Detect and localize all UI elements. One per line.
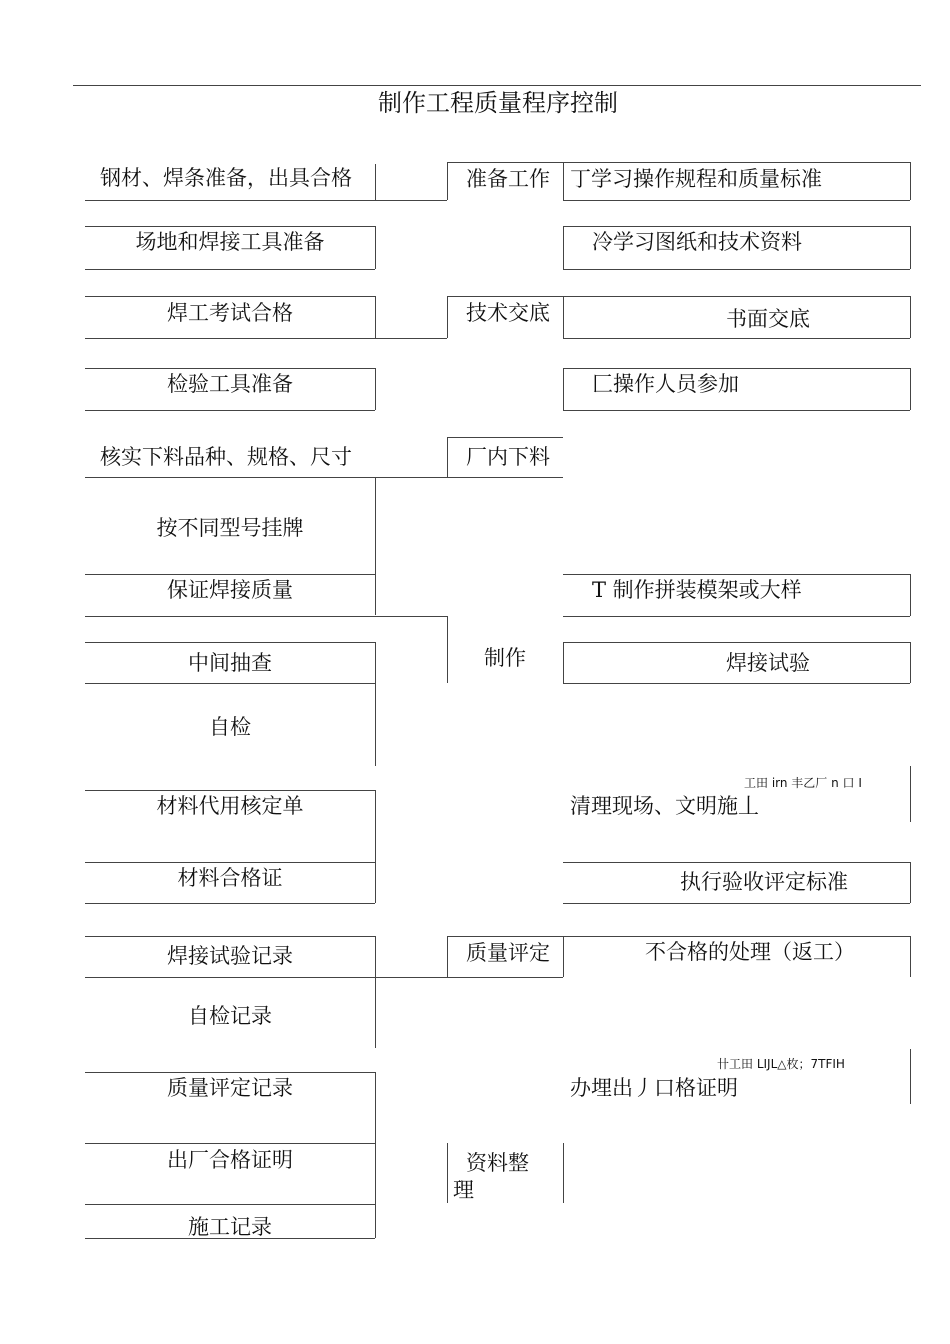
left-box-quality-eval-record: 质量评定记录 bbox=[167, 1076, 293, 1100]
divider bbox=[85, 1143, 375, 1144]
top-rule bbox=[73, 85, 921, 86]
divider bbox=[563, 368, 910, 369]
divider bbox=[375, 642, 376, 766]
divider bbox=[563, 296, 564, 338]
divider bbox=[563, 200, 910, 201]
divider bbox=[563, 903, 910, 904]
divider bbox=[563, 616, 910, 617]
divider bbox=[375, 1072, 376, 1238]
left-box-verify-cutting bbox=[100, 444, 370, 477]
left-box-weld-test-record: 焊接试验记录 bbox=[167, 944, 293, 968]
right-box-factory-cert: 办埋出丿口格证明 bbox=[570, 1076, 738, 1100]
divider bbox=[85, 410, 375, 411]
divider bbox=[563, 410, 910, 411]
divider bbox=[85, 790, 375, 791]
divider bbox=[85, 226, 375, 227]
divider bbox=[85, 903, 375, 904]
divider bbox=[85, 269, 375, 270]
divider bbox=[563, 862, 910, 863]
page-title: 制作工程质量程序控制 bbox=[378, 89, 618, 117]
stage-fabrication: 制作 bbox=[484, 646, 526, 670]
divider bbox=[563, 1143, 564, 1203]
divider bbox=[910, 226, 911, 269]
divider bbox=[85, 368, 375, 369]
divider bbox=[910, 766, 911, 822]
divider bbox=[85, 1072, 375, 1073]
divider bbox=[375, 477, 376, 615]
right-box-study-drawings: 冷学习图纸和技术资料 bbox=[592, 230, 802, 254]
right-box-nonconformance: 不合格的处理（返工） bbox=[645, 940, 855, 964]
divider bbox=[375, 226, 376, 269]
left-box-self-check: 自检 bbox=[209, 715, 251, 739]
divider bbox=[563, 226, 564, 269]
divider bbox=[85, 642, 375, 643]
divider bbox=[447, 296, 910, 297]
left-box-tagging: 按不同型号挂牌 bbox=[156, 516, 304, 540]
divider bbox=[910, 162, 911, 200]
right-box-acceptance-standard: 执行验收评定标准 bbox=[680, 870, 848, 894]
divider bbox=[563, 269, 910, 270]
right-note-upper: 工田 irn 丰乙厂 n 口 I bbox=[744, 776, 862, 790]
right-box-assembly-jig: T 制作拼装模架或大样 bbox=[592, 578, 802, 602]
divider bbox=[447, 936, 910, 937]
divider bbox=[85, 338, 447, 339]
divider bbox=[563, 226, 910, 227]
divider bbox=[85, 977, 563, 978]
right-box-operators-attend: 匚操作人员参加 bbox=[592, 372, 739, 396]
divider bbox=[447, 1143, 448, 1203]
left-box-welder-exam: 焊工考试合格 bbox=[167, 301, 293, 325]
left-box-self-check-record: 自检记录 bbox=[188, 1004, 272, 1028]
divider bbox=[85, 616, 447, 617]
right-note-lower: 卄工田 LIJL△枚；7TFIH bbox=[717, 1057, 845, 1071]
divider bbox=[563, 642, 910, 643]
divider bbox=[85, 936, 375, 937]
left-box-material-prep-label: 钢材、焊条准备，出具合格 bbox=[100, 166, 352, 190]
divider bbox=[375, 368, 376, 410]
left-box-weld-quality: 保证焊接质量 bbox=[167, 578, 293, 602]
stage-cutting bbox=[466, 444, 556, 477]
left-box-substitution-form: 材料代用核定单 bbox=[156, 794, 304, 818]
left-box-inspection-tools: 检验工具准备 bbox=[167, 372, 293, 396]
divider bbox=[447, 296, 448, 338]
divider bbox=[563, 368, 564, 410]
divider bbox=[375, 790, 376, 903]
left-box-material-cert: 材料合格证 bbox=[177, 866, 283, 890]
divider bbox=[563, 683, 910, 684]
divider bbox=[563, 162, 564, 200]
divider bbox=[85, 477, 563, 478]
divider bbox=[85, 683, 375, 684]
divider bbox=[85, 862, 375, 863]
divider bbox=[447, 437, 448, 477]
divider bbox=[447, 162, 448, 200]
divider bbox=[910, 1049, 911, 1104]
divider bbox=[375, 296, 376, 338]
stage-preparation-label: 准备工作 bbox=[466, 167, 550, 191]
right-box-site-cleanup: 清理现场、文明施丄 bbox=[570, 794, 759, 818]
divider bbox=[447, 162, 563, 163]
right-box-study-rules: 丁学习操作规程和质量标准 bbox=[570, 167, 822, 191]
divider bbox=[85, 574, 375, 575]
divider bbox=[910, 642, 911, 683]
divider bbox=[563, 162, 910, 163]
stage-tech-briefing bbox=[466, 300, 556, 337]
divider bbox=[563, 936, 564, 977]
left-box-midway-check: 中间抽查 bbox=[188, 651, 272, 675]
stage-preparation bbox=[466, 166, 556, 199]
divider bbox=[563, 574, 910, 575]
divider bbox=[447, 936, 448, 977]
divider bbox=[375, 164, 376, 200]
right-box-weld-test: 焊接试验 bbox=[726, 651, 810, 675]
stage-documentation-line1: 资料整 bbox=[466, 1151, 529, 1175]
stage-quality-eval-label: 质量评定 bbox=[466, 941, 550, 965]
left-box-factory-cert: 出厂合格证明 bbox=[167, 1148, 293, 1172]
divider bbox=[85, 200, 447, 201]
right-box-written-briefing: 书面交底 bbox=[726, 307, 810, 331]
divider bbox=[910, 574, 911, 616]
divider bbox=[563, 338, 910, 339]
divider bbox=[563, 642, 564, 683]
left-box-material-prep bbox=[100, 165, 370, 199]
left-box-site-tools: 场地和焊接工具准备 bbox=[135, 230, 325, 254]
divider bbox=[447, 437, 563, 438]
stage-documentation-line2: 理 bbox=[453, 1178, 474, 1202]
stage-cutting-label: 厂内下料 bbox=[466, 445, 550, 469]
stage-quality-eval bbox=[466, 940, 556, 977]
divider bbox=[910, 862, 911, 903]
left-box-construction-record: 施工记录 bbox=[188, 1215, 272, 1239]
stage-tech-briefing-label: 技术交底 bbox=[466, 301, 550, 325]
divider bbox=[910, 368, 911, 410]
left-box-verify-cutting-label: 核实下料品种、规格、尺寸 bbox=[100, 445, 352, 469]
divider bbox=[85, 1204, 375, 1205]
divider bbox=[85, 296, 375, 297]
divider bbox=[910, 296, 911, 338]
divider bbox=[85, 1238, 375, 1239]
divider bbox=[910, 936, 911, 977]
divider bbox=[375, 936, 376, 1048]
